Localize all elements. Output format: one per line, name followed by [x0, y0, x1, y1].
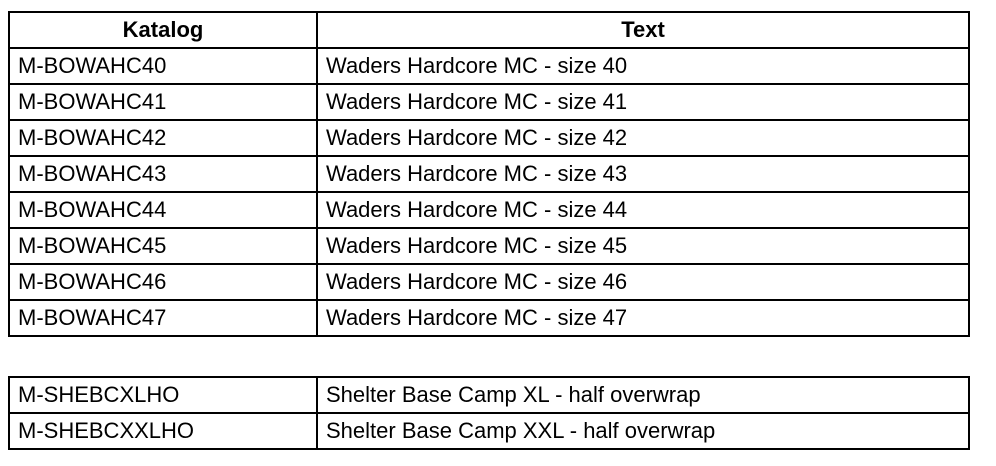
text-cell: Shelter Base Camp XL - half overwrap — [317, 377, 969, 413]
table-row — [9, 228, 969, 264]
katalog-cell: M-BOWAHC44 — [9, 192, 317, 228]
katalog-cell: M-BOWAHC46 — [9, 264, 317, 300]
text-cell: Waders Hardcore MC - size 46 — [317, 264, 969, 300]
waders-table-header — [9, 12, 969, 48]
table-row — [9, 192, 969, 228]
table-row — [9, 156, 969, 192]
waders-table-body — [9, 48, 969, 336]
text-cell: Waders Hardcore MC - size 43 — [317, 156, 969, 192]
column-header-text: Text — [317, 12, 969, 48]
table-row — [9, 300, 969, 336]
text-cell: Waders Hardcore MC - size 45 — [317, 228, 969, 264]
katalog-cell: M-SHEBCXLHO — [9, 377, 317, 413]
table-row — [9, 264, 969, 300]
katalog-cell: M-BOWAHC45 — [9, 228, 317, 264]
katalog-cell: M-SHEBCXXLHO — [9, 413, 317, 449]
text-cell: Waders Hardcore MC - size 42 — [317, 120, 969, 156]
shelter-table-body — [9, 377, 969, 449]
katalog-cell: M-BOWAHC43 — [9, 156, 317, 192]
table-row — [9, 48, 969, 84]
shelter-catalog-table — [8, 376, 970, 450]
katalog-cell: M-BOWAHC47 — [9, 300, 317, 336]
katalog-cell: M-BOWAHC42 — [9, 120, 317, 156]
text-cell: Waders Hardcore MC - size 44 — [317, 192, 969, 228]
text-cell: Waders Hardcore MC - size 41 — [317, 84, 969, 120]
text-cell: Waders Hardcore MC - size 40 — [317, 48, 969, 84]
katalog-cell: M-BOWAHC40 — [9, 48, 317, 84]
table-row — [9, 377, 969, 413]
text-cell: Waders Hardcore MC - size 47 — [317, 300, 969, 336]
katalog-cell: M-BOWAHC41 — [9, 84, 317, 120]
header-row — [9, 12, 969, 48]
table-row — [9, 413, 969, 449]
waders-catalog-table — [8, 11, 970, 337]
table-row — [9, 84, 969, 120]
text-cell: Shelter Base Camp XXL - half overwrap — [317, 413, 969, 449]
column-header-katalog: Katalog — [9, 12, 317, 48]
table-row — [9, 120, 969, 156]
